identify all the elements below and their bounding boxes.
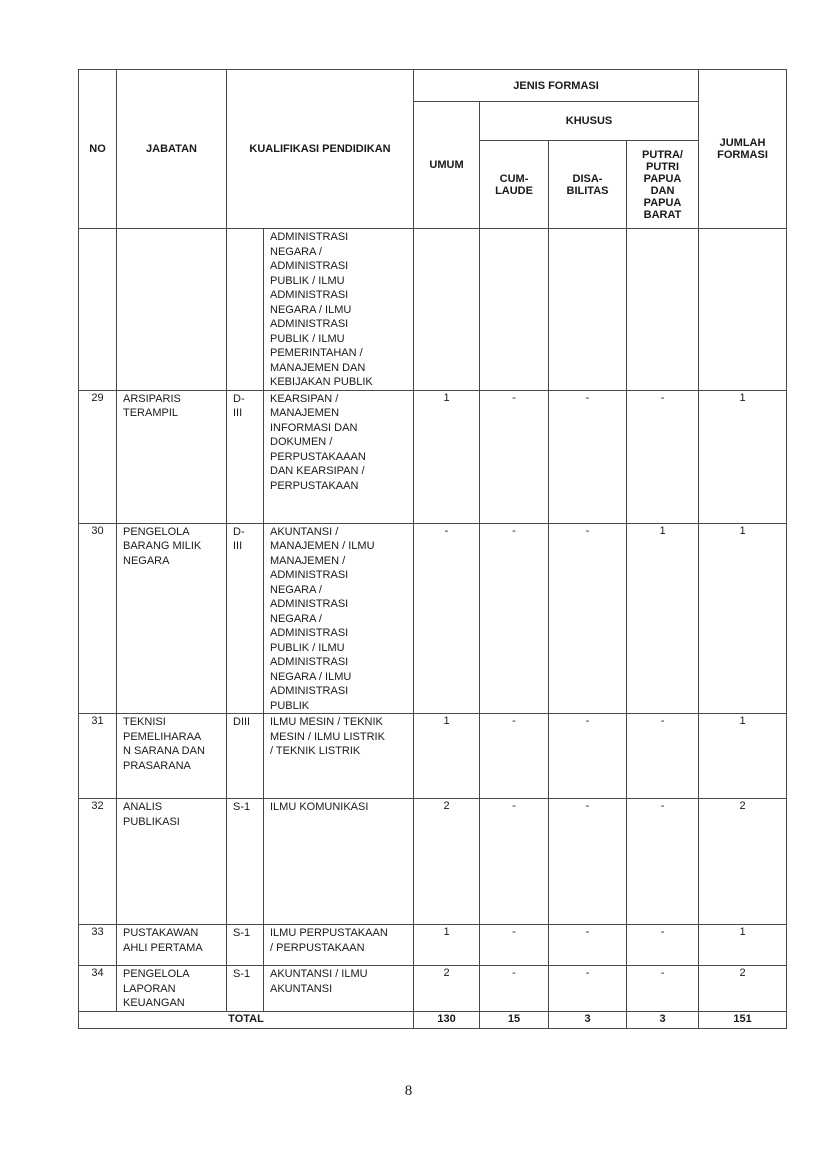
header-jumlah-formasi: [699, 70, 787, 229]
cell-cumlaude: -: [480, 523, 549, 714]
text-line: PERPUSTAKAAAN: [270, 450, 366, 463]
cell-papua: -: [627, 925, 699, 966]
cell-jumlah: 1: [699, 714, 787, 799]
text-line: BARAT: [643, 208, 682, 221]
cell-cumlaude: -: [480, 966, 549, 1012]
text-line: NEGARA / ILMU: [270, 670, 352, 683]
text-line: ARSIPARIS: [123, 392, 181, 405]
cell-cumlaude: -: [480, 390, 549, 523]
text-line: ADMINISTRASI: [270, 685, 349, 697]
text-line: PENGELOLA: [123, 525, 190, 538]
table-row: [79, 714, 787, 799]
text-line: TERAMPIL: [123, 407, 179, 419]
cell-jabatan: [117, 925, 227, 966]
cell-no: 34: [79, 966, 117, 1012]
text-line: PEMELIHARAA: [123, 730, 202, 743]
cell-jenjang: [227, 714, 264, 799]
text-line: MANAJEMEN DAN: [270, 361, 366, 374]
text-line: D-: [233, 392, 245, 405]
total-jumlah: 151: [699, 1011, 787, 1028]
cell-papua: -: [627, 390, 699, 523]
text-line: PUBLIK / ILMU: [270, 274, 345, 287]
cell-no: 33: [79, 925, 117, 966]
cell-jabatan: [117, 799, 227, 925]
text-line: PUBLIK: [270, 699, 310, 712]
text-line: PUBLIK / ILMU: [270, 641, 345, 654]
text-line: NEGARA / ILMU: [270, 303, 352, 316]
total-row: [79, 1011, 787, 1028]
text-line: D-: [233, 525, 245, 538]
header-jabatan: JABATAN: [117, 70, 227, 229]
text-line: ADMINISTRASI: [270, 231, 349, 243]
table-row: [79, 523, 787, 714]
text-line: PRASARANA: [123, 759, 191, 772]
text-line: NEGARA: [123, 554, 170, 567]
text-line: MANAJEMEN /: [270, 554, 346, 567]
cell-jumlah: 1: [699, 523, 787, 714]
text-line: BILITAS: [566, 184, 609, 197]
cell-papua: -: [627, 799, 699, 925]
text-line: S-1: [233, 968, 251, 980]
text-line: LAUDE: [495, 184, 533, 197]
cell-disabilitas: -: [549, 799, 627, 925]
text-line: PUSTAKAWAN: [123, 927, 199, 939]
header-no: NO: [79, 70, 117, 229]
cell-disabilitas: -: [549, 390, 627, 523]
header-kualifikasi: KUALIFIKASI PENDIDIKAN: [227, 70, 414, 229]
text-line: KEARSIPAN /: [270, 392, 339, 405]
cell-jenjang: [227, 966, 264, 1012]
cell-umum: -: [414, 523, 480, 714]
text-line: JUMLAH: [719, 137, 766, 149]
text-line: ILMU KOMUNIKASI: [270, 801, 369, 813]
cell-cumlaude: -: [480, 925, 549, 966]
text-line: PERPUSTAKAAN: [270, 479, 359, 492]
table-row: [79, 390, 787, 523]
cell-disabilitas: -: [549, 925, 627, 966]
cell-jabatan: [117, 714, 227, 799]
cell-no: 30: [79, 523, 117, 714]
page-number: 8: [404, 1083, 413, 1099]
cell-disabilitas: -: [549, 523, 627, 714]
cell-jenjang: [227, 390, 264, 523]
cell-jabatan: [117, 966, 227, 1012]
header-khusus: KHUSUS: [480, 102, 699, 141]
cell-jabatan: [117, 523, 227, 714]
text-line: PUBLIKASI: [123, 815, 180, 828]
text-line: AKUNTANSI /: [270, 525, 339, 538]
text-line: PUBLIK / ILMU: [270, 332, 345, 345]
text-line: ADMINISTRASI: [270, 289, 349, 301]
cell-papua: -: [627, 966, 699, 1012]
cell-papua: 1: [627, 523, 699, 714]
text-line: ANALIS: [123, 801, 163, 813]
total-label: TOTAL: [79, 1011, 414, 1028]
text-line: ADMINISTRASI: [270, 318, 349, 330]
total-cumlaude: 15: [480, 1011, 549, 1028]
header-umum: UMUM: [414, 102, 480, 229]
header-jenis-formasi: JENIS FORMASI: [414, 70, 699, 102]
text-line: NEGARA /: [270, 245, 322, 258]
text-line: PEMERINTAHAN /: [270, 347, 363, 359]
total-umum: 130: [414, 1011, 480, 1028]
text-line: / TEKNIK LISTRIK: [270, 745, 361, 757]
text-line: III: [233, 540, 243, 552]
cell-kualifikasi: [264, 523, 414, 714]
text-line: PENGELOLA: [123, 968, 190, 980]
cell-disabilitas: -: [549, 714, 627, 799]
text-line: PUTRA/: [642, 148, 683, 161]
text-line: NEGARA /: [270, 612, 322, 625]
header-papua: [627, 141, 699, 229]
cell-umum: 1: [414, 390, 480, 523]
text-line: LAPORAN: [123, 982, 176, 995]
header-cumlaude: [480, 141, 549, 229]
text-line: III: [233, 407, 243, 419]
total-papua: 3: [627, 1011, 699, 1028]
cell-papua: -: [627, 714, 699, 799]
text-line: / PERPUSTAKAAN: [270, 941, 365, 954]
cell-jenjang: [227, 523, 264, 714]
cell-no: 32: [79, 799, 117, 925]
text-line: DOKUMEN /: [270, 436, 333, 448]
text-line: MANAJEMEN / ILMU: [270, 540, 375, 552]
text-line: ADMINISTRASI: [270, 627, 349, 639]
text-line: ADMINISTRASI: [270, 598, 349, 610]
text-line: ADMINISTRASI: [270, 260, 349, 272]
text-line: AKUNTANSI / ILMU: [270, 968, 368, 980]
cell-disabilitas: -: [549, 966, 627, 1012]
table-row: [79, 925, 787, 966]
text-line: ILMU PERPUSTAKAAN: [270, 927, 388, 939]
text-line: KEUANGAN: [123, 997, 185, 1009]
continuation-kualifikasi: [264, 229, 414, 391]
text-line: S-1: [233, 801, 251, 813]
text-line: DAN KEARSIPAN /: [270, 465, 365, 477]
text-line: DIII: [233, 716, 251, 728]
cell-jumlah: 2: [699, 799, 787, 925]
cell-kualifikasi: [264, 925, 414, 966]
text-line: N SARANA DAN: [123, 745, 205, 757]
cell-jumlah: 2: [699, 966, 787, 1012]
total-disabilitas: 3: [549, 1011, 627, 1028]
table-row-continuation: [79, 229, 787, 391]
cell-umum: 2: [414, 966, 480, 1012]
text-line: DAN: [650, 184, 675, 197]
cell-no: 29: [79, 390, 117, 523]
cell-jumlah: 1: [699, 390, 787, 523]
header-disabilitas: [549, 141, 627, 229]
formasi-table: [78, 69, 787, 1029]
text-line: AKUNTANSI: [270, 982, 333, 995]
cell-kualifikasi: [264, 799, 414, 925]
cell-umum: 1: [414, 714, 480, 799]
text-line: ADMINISTRASI: [270, 656, 349, 668]
text-line: DISA-: [572, 172, 603, 185]
text-line: BARANG MILIK: [123, 540, 202, 552]
table-row: [79, 799, 787, 925]
cell-umum: 2: [414, 799, 480, 925]
text-line: MANAJEMEN: [270, 407, 340, 419]
cell-jabatan: [117, 390, 227, 523]
text-line: CUM-: [499, 172, 529, 185]
text-line: KEBIJAKAN PUBLIK: [270, 376, 373, 388]
cell-cumlaude: -: [480, 799, 549, 925]
text-line: MESIN / ILMU LISTRIK: [270, 730, 385, 743]
cell-jumlah: 1: [699, 925, 787, 966]
cell-jenjang: [227, 925, 264, 966]
text-line: INFORMASI DAN: [270, 421, 358, 434]
cell-umum: 1: [414, 925, 480, 966]
text-line: AHLI PERTAMA: [123, 941, 203, 954]
text-line: ILMU MESIN / TEKNIK: [270, 716, 383, 728]
text-line: FORMASI: [717, 149, 768, 161]
text-line: PAPUA: [643, 172, 682, 185]
cell-cumlaude: -: [480, 714, 549, 799]
text-line: TEKNISI: [123, 716, 166, 728]
text-line: NEGARA /: [270, 583, 322, 596]
text-line: PAPUA: [643, 196, 682, 209]
cell-kualifikasi: [264, 714, 414, 799]
cell-kualifikasi: [264, 390, 414, 523]
text-line: ADMINISTRASI: [270, 569, 349, 581]
table-row: [79, 966, 787, 1012]
text-line: PUTRI: [646, 160, 680, 173]
text-line: S-1: [233, 927, 251, 939]
cell-jenjang: [227, 799, 264, 925]
cell-kualifikasi: [264, 966, 414, 1012]
cell-no: 31: [79, 714, 117, 799]
